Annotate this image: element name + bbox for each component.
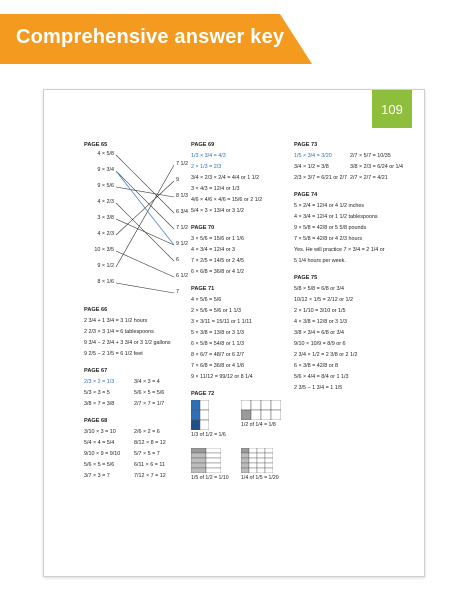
section-title: PAGE 71: [191, 285, 215, 292]
answer-key-banner: [0, 14, 312, 64]
answer-line: 5/6 × 5 = 5/6: [84, 461, 115, 468]
answer-row: [84, 388, 184, 399]
fraction-grids: [191, 400, 296, 490]
answer-row: [84, 377, 184, 388]
match-left-item: 9 × 5/6: [97, 182, 114, 189]
answer-line: 2 × 1/10 = 3/10 or 1/5: [294, 307, 346, 314]
match-right-item: 7 1/2: [176, 160, 188, 167]
column-left: [84, 142, 188, 490]
answer-line: 3/4 × 3 = 4: [134, 378, 160, 385]
answer-line: 5/7 × 5 = 7: [134, 450, 160, 457]
answer-line: Yes. He will practice 7 × 3/4 = 2 1/4 or: [294, 246, 385, 253]
grid-caption: 1/3 of 1/2 = 1/6: [191, 431, 226, 438]
section-title: PAGE 74: [294, 191, 318, 198]
answer-line: 2/7 × 2/7 = 4/21: [350, 174, 388, 181]
answer-line: 9/10 × 10/9 = 8/9 or 6: [294, 340, 346, 347]
section-page-71: [191, 286, 296, 383]
answer-line: 5/3 × 3 = 5: [84, 389, 110, 396]
answer-line: 7 × 2/5 = 14/5 or 2 4/5: [191, 257, 245, 264]
fraction-grid-drawing: [241, 400, 281, 420]
grid-caption: 1/4 of 1/5 = 1/20: [241, 474, 279, 481]
answer-line: 5/4 × 4 = 5/4: [84, 439, 115, 446]
section-page-74: [294, 192, 414, 267]
answer-line: 3/8 × 2/3 = 6/24 or 1/4: [350, 163, 404, 170]
answer-line: 6 × 3/8 = 42/8 or 8: [294, 362, 339, 369]
section-page-65: [84, 142, 188, 299]
match-right-item: 9: [176, 176, 179, 183]
answer-line: 3/8 × 3/4 = 6/8 or 3/4: [294, 329, 345, 336]
match-right-item: 9 1/2: [176, 240, 188, 247]
answer-line: 2/3 × 2 = 1/3: [84, 378, 115, 385]
answer-row: [294, 151, 414, 162]
answer-line: 5 × 3/8 = 13/8 or 3 1/3: [191, 329, 245, 336]
match-right-item: 6 3/4: [176, 208, 188, 215]
answer-line: 4 × 3/4 = 12/4 or 1 1/2 tablespoons: [294, 213, 378, 220]
match-right-item: 6: [176, 256, 179, 263]
section-page-69: [191, 142, 296, 217]
match-right-item: 8 1/3: [176, 192, 188, 199]
match-right-item: 7 1/2: [176, 224, 188, 231]
match-left-item: 9 × 1/2: [97, 262, 114, 269]
matching-exercise: [84, 150, 188, 299]
column-middle: [191, 142, 296, 498]
answer-line: 8 × 6/7 = 48/7 or 6 2/7: [191, 351, 245, 358]
answer-line: 6 × 6/8 = 36/8 or 4 1/2: [191, 268, 245, 275]
answer-line: 1/5 × 3/4 = 3/20: [294, 152, 332, 159]
answer-key-page: [43, 89, 425, 577]
section-page-72: [191, 391, 296, 490]
answer-line: 7/12 × 7 = 12: [134, 472, 166, 479]
answer-line: 9 2/5 − 2 1/5 = 6 1/2 feet: [84, 350, 143, 357]
answer-line: 8/12 × 8 = 12: [134, 439, 166, 446]
answer-line: 2 3/4 × 1/2 = 2 3/8 or 2 1/2: [294, 351, 358, 358]
section-title: PAGE 68: [84, 417, 108, 424]
answer-line: 3 × 3/11 = 15/11 or 1 1/11: [191, 318, 252, 325]
answer-line: 3/10 × 3 = 10: [84, 428, 116, 435]
fraction-grid-drawing: [191, 448, 221, 473]
section-page-73: [294, 142, 414, 184]
section-page-67: [84, 368, 184, 410]
fraction-grid: [241, 448, 279, 482]
answer-row: [84, 399, 184, 410]
fraction-grid: [241, 400, 281, 429]
answer-line: 4 × 3/4 = 12/4 or 3: [191, 246, 236, 253]
answer-line: 3/7 × 3 = 7: [84, 472, 110, 479]
answer-line: 6 × 5/8 = 54/8 or 1 1/3: [191, 340, 245, 347]
answer-line: 2 × 1/3 = 2/3: [191, 163, 222, 170]
matching-lines: [114, 151, 176, 299]
answer-line: 5/6 × 5 = 5/6: [134, 389, 165, 396]
section-title: PAGE 72: [191, 390, 215, 397]
match-left-item: 3 × 3/8: [97, 214, 114, 221]
section-title: PAGE 70: [191, 224, 215, 231]
fraction-grid: [191, 400, 226, 439]
answer-line: 1/3 × 3/4 = 4/3: [191, 152, 226, 159]
answer-row: [294, 173, 414, 184]
answer-line: 7 × 6/8 = 36/8 or 4 1/8: [191, 362, 245, 369]
answer-line: 3 × 5/6 = 15/6 or 1 1/6: [191, 235, 245, 242]
answer-row: [84, 427, 184, 438]
grid-caption: 1/5 of 1/2 = 1/10: [191, 474, 229, 481]
fraction-grid-drawing: [191, 400, 209, 430]
answer-line: 5/6 × 4/4 = 8/4 or 1 1/3: [294, 373, 349, 380]
answer-line: 2/3 × 3/7 = 6/21 or 2/7: [294, 174, 348, 181]
match-right-item: 7: [176, 288, 179, 295]
section-page-75: [294, 275, 414, 394]
match-left-item: 4 × 2/3: [97, 230, 114, 237]
answer-row: [294, 162, 414, 173]
answer-line: 9 × 5/8 = 42/8 or 5 5/8 pounds: [294, 224, 367, 231]
fraction-grid-drawing: [241, 448, 273, 473]
match-left-item: 4 × 2/3: [97, 198, 114, 205]
section-page-68: [84, 418, 184, 482]
answer-line: 4 × 3/8 = 12/8 or 3 1/3: [294, 318, 348, 325]
page-number-badge: 109: [372, 90, 412, 128]
answer-line: 6/11 × 6 = 11: [134, 461, 165, 468]
section-title: PAGE 66: [84, 306, 108, 313]
match-left-item: 8 × 1/6: [97, 278, 114, 285]
section-title: PAGE 75: [294, 274, 318, 281]
match-left-item: 4 × 5/8: [97, 150, 114, 157]
answer-line: 10/12 × 1/5 = 2/12 or 1/2: [294, 296, 354, 303]
answer-line: 9/10 × 9 = 9/10: [84, 450, 121, 457]
answer-line: 2 2/3 × 3 1/4 = 6 tablespoons: [84, 328, 154, 335]
match-left-item: 10 × 3/5: [94, 246, 114, 253]
answer-line: 3/4 × 2/3 × 2/4 = 4/4 or 1 1/2: [191, 174, 260, 181]
answer-line: 9 × 11/12 = 99/12 or 8 1/4: [191, 373, 253, 380]
column-right: [294, 142, 414, 402]
answer-line: 4 × 5/6 = 5/6: [191, 296, 222, 303]
answer-line: 5/4 × 3 × 13/4 or 3 1/2: [191, 207, 245, 214]
answer-line: 2/7 × 7 = 1/7: [134, 400, 165, 407]
section-title: PAGE 67: [84, 367, 108, 374]
answer-line: 3/4 × 1/2 = 3/8: [294, 163, 329, 170]
answer-line: 2/6 × 2 = 6: [134, 428, 160, 435]
section-title: PAGE 73: [294, 142, 318, 148]
match-right-item: 6 1/2: [176, 272, 188, 279]
answer-line: 5 1/4 hours per week.: [294, 257, 346, 264]
answer-line: 2 × 5/6 = 5/6 or 1 1/3: [191, 307, 242, 314]
answer-line: 2 3/4 + 1 3/4 = 3 1/2 hours: [84, 317, 148, 324]
answer-line: 4/6 × 4/6 × 4/6 = 15/6 or 2 1/2: [191, 196, 263, 203]
answer-line: 5/8 × 5/8 = 6/8 or 3/4: [294, 285, 345, 292]
section-title: PAGE 69: [191, 142, 215, 148]
section-title: PAGE 65: [84, 142, 108, 148]
fraction-grid: [191, 448, 229, 482]
answer-line: 5 × 2/4 = 12/4 or 4 1/2 inches: [294, 202, 365, 209]
match-left-item: 9 × 3/4: [97, 166, 114, 173]
answer-line: 7 × 5/8 = 42/8 or 4 2/3 hours: [294, 235, 363, 242]
grid-caption: 1/2 of 1/4 = 1/8: [241, 421, 276, 428]
answer-row: [84, 438, 184, 449]
answer-row: [84, 471, 184, 482]
answer-line: 2/7 × 5/7 = 10/35: [350, 152, 391, 159]
answer-line: 2 3/5 − 1 3/4 = 1 1/5: [294, 384, 343, 391]
answer-line: 3/8 × 7 = 3/8: [84, 400, 115, 407]
answer-row: [84, 449, 184, 460]
section-page-70: [191, 225, 296, 278]
answer-line: 3 × 4/3 = 12/4 or 1/3: [191, 185, 240, 192]
answer-row: [84, 460, 184, 471]
banner-title: Comprehensive answer key: [16, 26, 285, 48]
section-page-66: [84, 307, 184, 360]
answer-line: 9 3/4 − 2 3/4 + 3 3/4 or 3 1/2 gallons: [84, 339, 171, 346]
